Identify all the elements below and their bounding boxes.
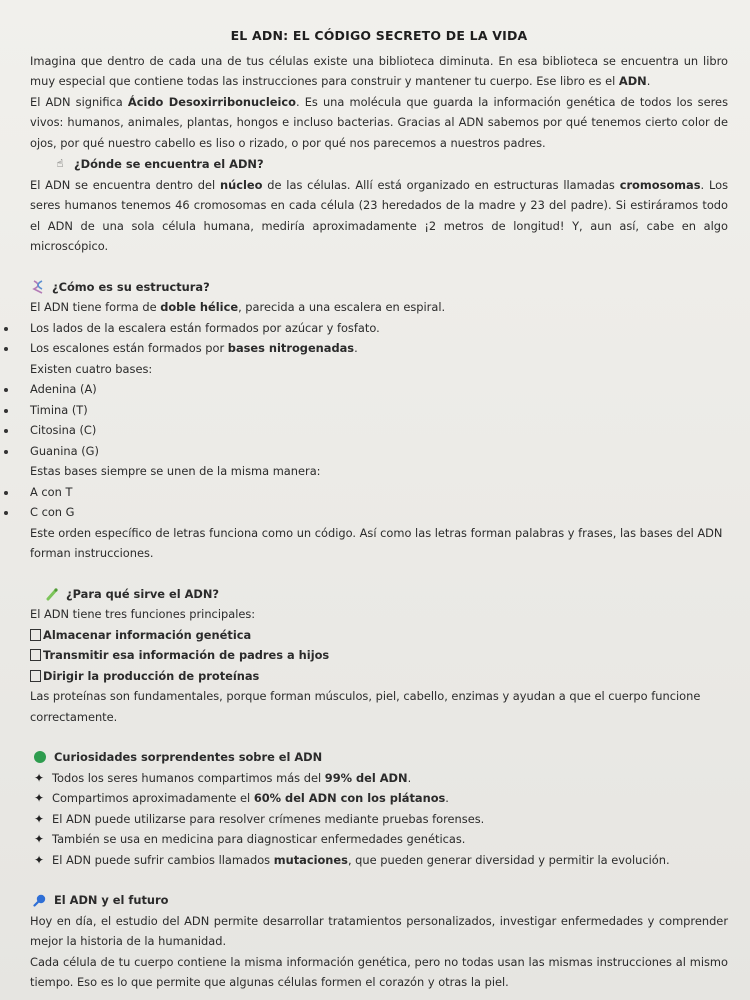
where-paragraph: El ADN se encuentra dentro del núcleo de las células. Allí está organizado en estructuras llamadas cromosomas. Los seres humanos tenemos 46 cromosomas en cada célula (23 heredados de la madre y 23 del padre). Si estiráramos todo el ADN de una sola célula humana, mediría aproximadamente ¡2 metros de longitud! Y, aun así, cabe en algo microscópico. (30, 177, 729, 253)
sparkle-icon: ✦ (33, 852, 45, 867)
sparkle-icon: ✦ (33, 791, 45, 805)
future-paragraph-2: Cada célula de tu cuerpo contiene la misma información genética, pero no todas usan las mismas instrucciones al mismo tiempo. Eso es lo que permite que algunas células formen el corazón y otras la piel. (30, 954, 728, 989)
base-item: Citosina (C) (30, 420, 728, 441)
curiosity-item-5: ✦ El ADN puede sufrir cambios llamados mutaciones, que pueden generar diversidad y permitir la evolución. (30, 850, 728, 871)
base-item: Adenina (A) (30, 379, 728, 400)
section-heading-purpose: ¿Para qué sirve el ADN? (30, 584, 728, 605)
bases-intro: Existen cuatro bases: (30, 361, 153, 376)
purpose-outro: Las proteínas son fundamentales, porque forman músculos, piel, cabello, enzimas y ayudan a que el cuerpo funcione correctamente. (30, 689, 701, 724)
section-heading-structure: ¿Cómo es su estructura? (30, 277, 728, 298)
page-title: EL ADN: EL CÓDIGO SECRETO DE LA VIDA (230, 28, 528, 43)
base-item: Guanina (G) (30, 441, 728, 462)
number-box-icon (30, 629, 41, 641)
base-item: Timina (T) (30, 400, 728, 421)
structure-line: El ADN tiene forma de doble hélice, parecida a una escalera en espiral. (30, 300, 446, 314)
section-heading-curiosities: Curiosidades sorprendentes sobre el ADN (30, 747, 728, 768)
dna-icon (30, 280, 46, 294)
sparkle-icon: ✦ (33, 811, 45, 826)
pointing-hand-icon: ☝ (56, 157, 64, 170)
structure-bullet-2: Los escalones están formados por bases nitrogenadas. (30, 338, 728, 359)
pair-item: C con G (30, 502, 728, 523)
section-heading-where: ☝ ¿Dónde se encuentra el ADN? (30, 154, 728, 175)
section-heading-future: El ADN y el futuro (30, 890, 728, 911)
future-paragraph-1: Hoy en día, el estudio del ADN permite desarrollar tratamientos personalizados, investigar enfermedades y comprender mejor la historia de la humanidad. (30, 913, 728, 948)
curiosity-item-4: ✦ También se usa en medicina para diagnosticar enfermedades genéticas. (30, 829, 728, 850)
structure-bullet-1: Los lados de la escalera están formados por azúcar y fosfato. (30, 318, 728, 339)
microscope-icon (44, 587, 60, 601)
intro-paragraph-2: El ADN significa Ácido Desoxirribonucleico. Es una molécula que guarda la información genética de todos los seres vivos: humanos, animales, plantas, hongos e incluso bacterias. Gracias al ADN sabemos por qué tenemos cierto color de ojos, por qué nuestro cabello es liso o rizado, o por qué nos parecemos a nuestros padres. (30, 94, 729, 150)
function-item-2: Transmitir esa información de padres a hijos (30, 645, 728, 666)
sparkle-icon: ✦ (33, 832, 45, 846)
function-item-1: Almacenar información genética (30, 625, 728, 646)
code-paragraph: Este orden específico de letras funciona como un código. Así como las letras forman palabras y frases, las bases del ADN forman instrucciones. (30, 525, 723, 560)
magnifier-icon (32, 893, 48, 907)
curiosity-item-3: ✦ El ADN puede utilizarse para resolver crímenes mediante pruebas forenses. (30, 809, 728, 830)
number-box-icon (30, 649, 41, 661)
pair-item: A con T (30, 482, 728, 503)
function-item-3: Dirigir la producción de proteínas (30, 666, 728, 687)
curiosity-item-1: ✦ Todos los seres humanos compartimos más del 99% del ADN. (30, 768, 728, 789)
green-circle-icon (32, 750, 48, 764)
intro-paragraph-1: Imagina que dentro de cada una de tus células existe una biblioteca diminuta. En esa biblioteca se encuentra un libro muy especial que contiene todas las instrucciones para construir y mantener tu cuerpo. Ese libro es el ADN. (30, 53, 728, 88)
sparkle-icon: ✦ (33, 770, 45, 785)
purpose-intro: El ADN tiene tres funciones principales: (30, 607, 256, 621)
number-box-icon (30, 670, 41, 682)
pairs-intro: Estas bases siempre se unen de la misma manera: (30, 464, 321, 478)
curiosity-item-2: ✦ Compartimos aproximadamente el 60% del ADN con los plátanos. (30, 788, 728, 809)
